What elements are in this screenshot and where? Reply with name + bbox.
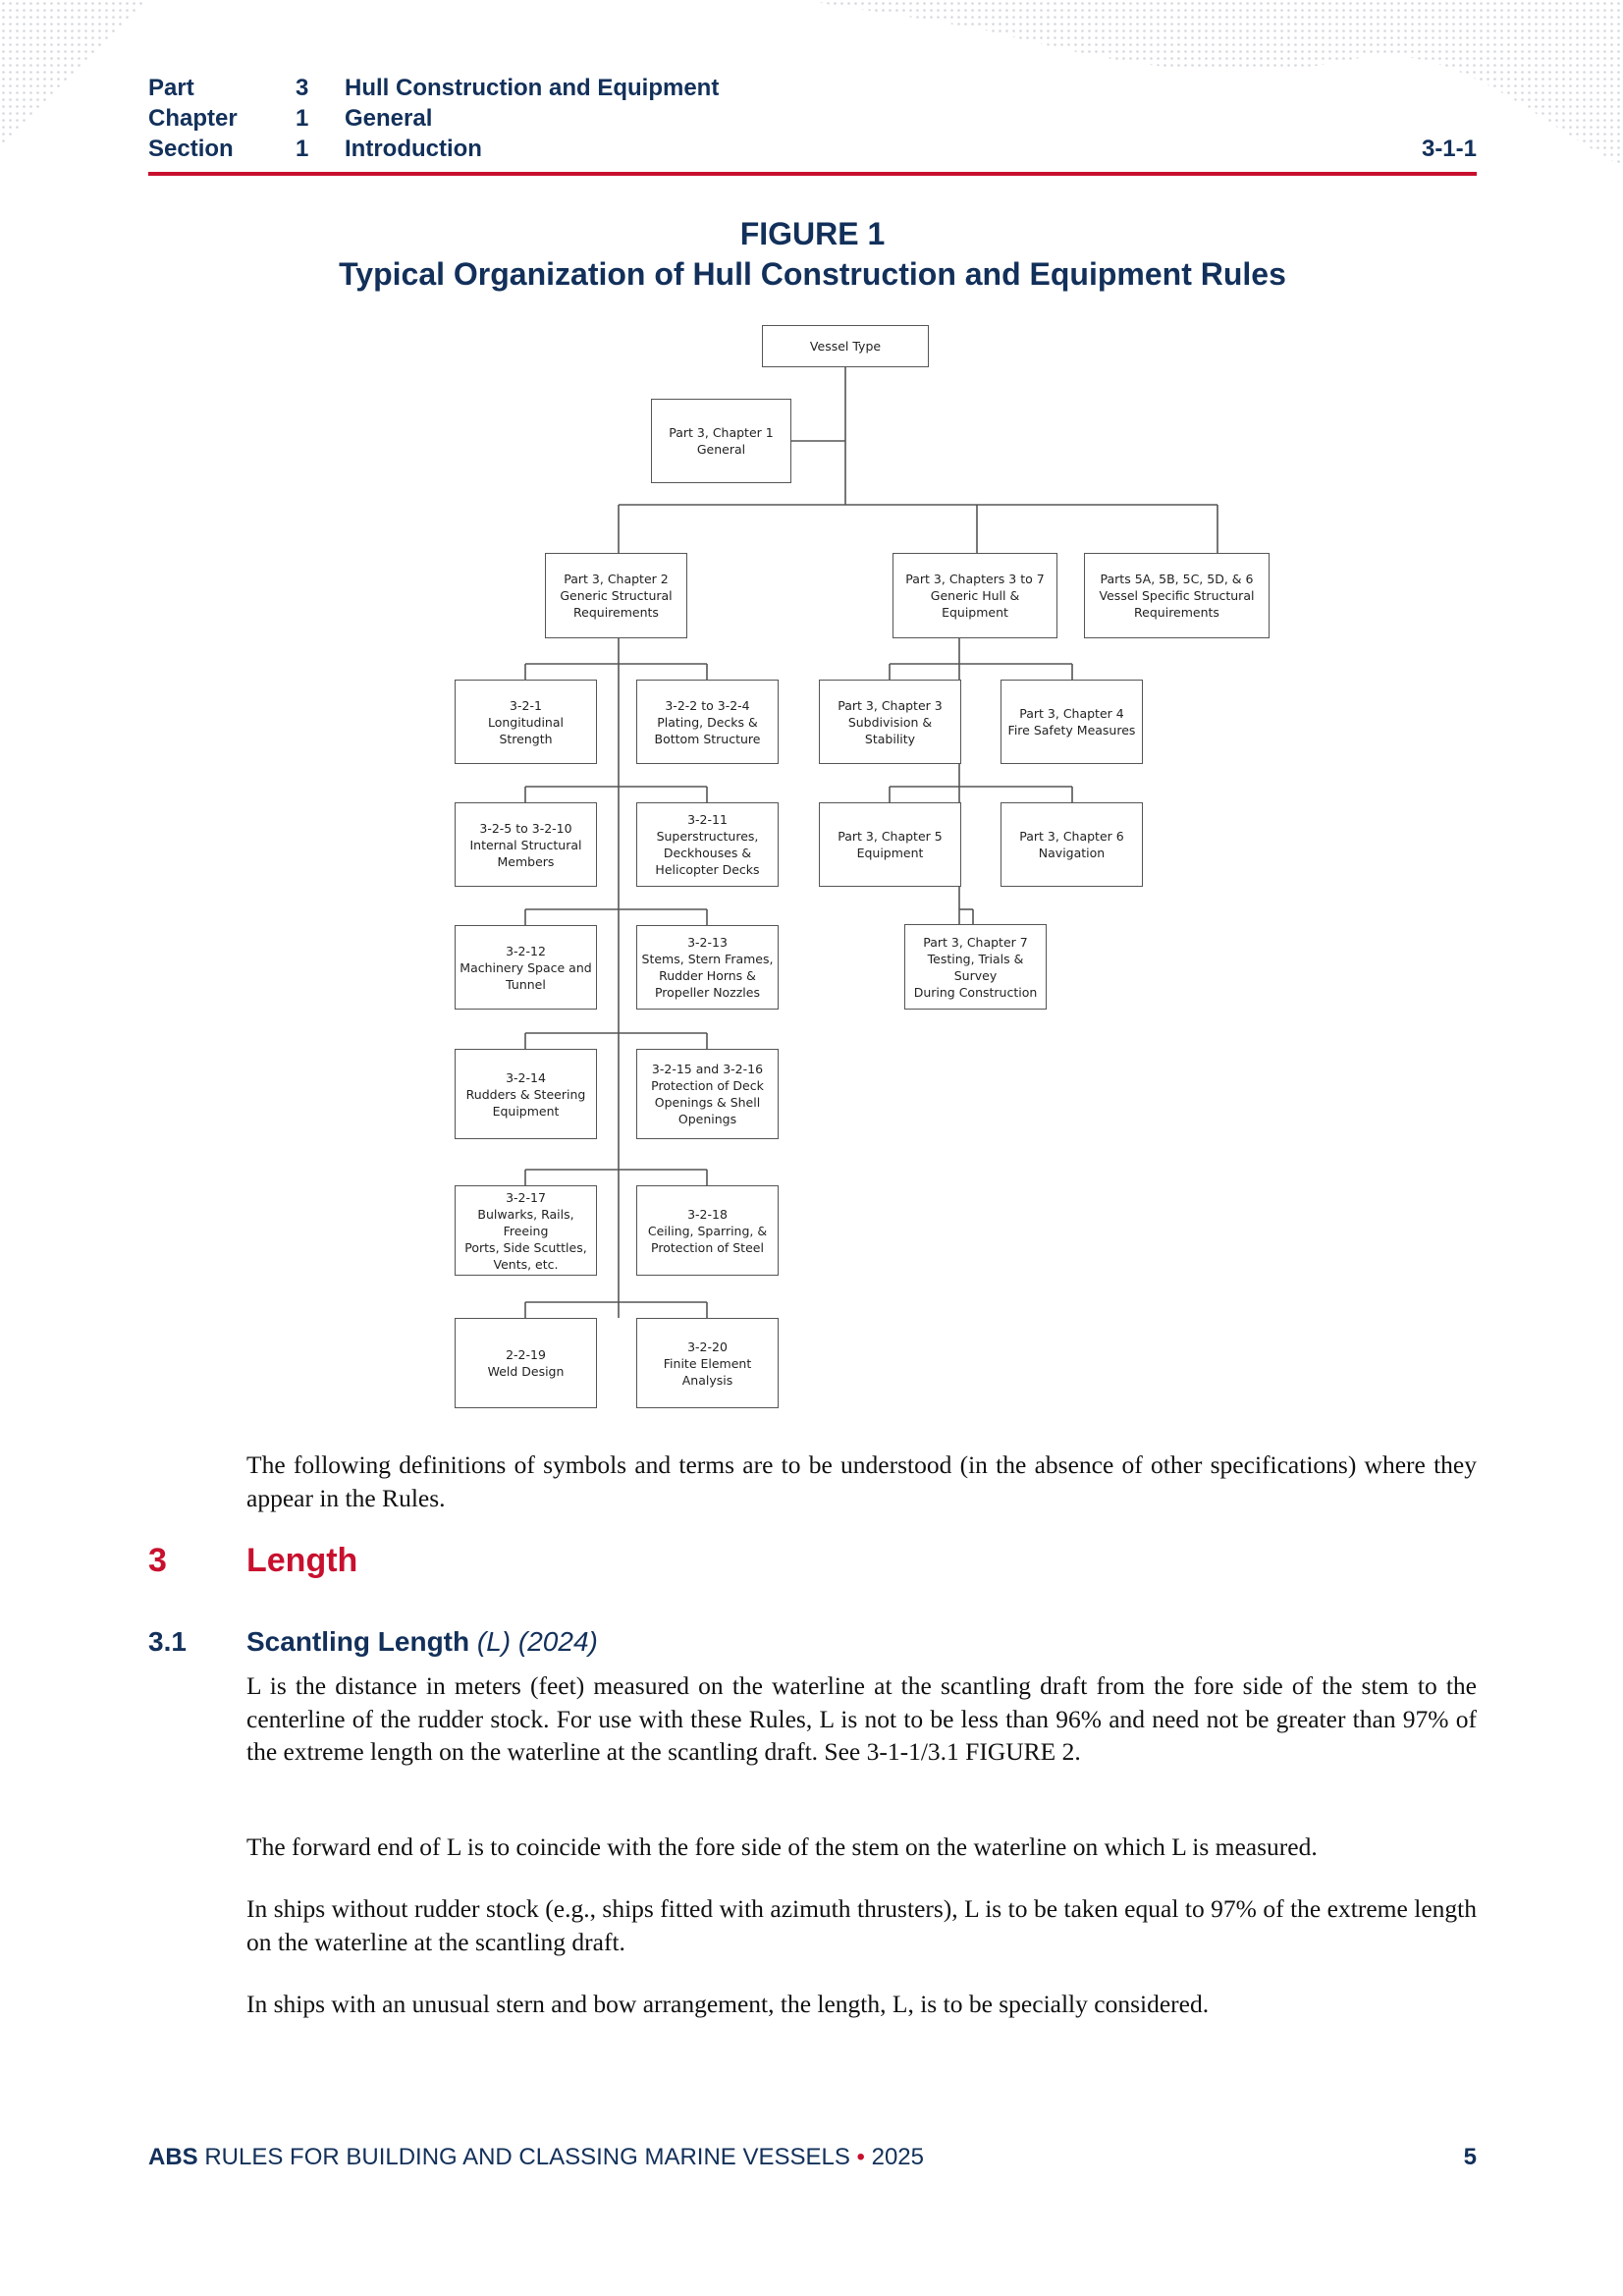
org-box-part3-chapter2: Part 3, Chapter 2 Generic Structural Requirements	[545, 553, 687, 638]
org-box-3-2-18: 3-2-18 Ceiling, Sparring, & Protection of Steel	[636, 1185, 779, 1276]
abs-logo-text: ABS	[148, 2144, 198, 2170]
org-box-3-2-5: 3-2-5 to 3-2-10 Internal Structural Members	[455, 802, 597, 887]
figure-title: Typical Organization of Hull Construction and Equipment Rules	[339, 256, 1286, 292]
figure-number: FIGURE 1	[739, 216, 886, 251]
subsection-number: 3.1	[148, 1626, 187, 1657]
org-box-3-2-11: 3-2-11 Superstructures, Deckhouses & Helicopter Decks	[636, 802, 779, 887]
subsection-year: (2024)	[517, 1626, 598, 1657]
header-key: Part	[148, 75, 194, 101]
paragraph-unusual-arrangement: In ships with an unusual stern and bow arrangement, the length, L, is to be specially considered.	[246, 1990, 1210, 2018]
header-title: Introduction	[345, 136, 482, 162]
org-box-2-2-19: 2-2-19 Weld Design	[455, 1318, 597, 1408]
header-key: Chapter	[148, 105, 238, 132]
org-box-3-2-20: 3-2-20 Finite Element Analysis	[636, 1318, 779, 1408]
section-number: 3	[148, 1542, 167, 1579]
header-title: General	[345, 105, 433, 132]
footer-title: RULES FOR BUILDING AND CLASSING MARINE VESSELS	[204, 2144, 850, 2170]
section-reference: 3-1-1	[1421, 136, 1477, 162]
intro-paragraph: The following definitions of symbols and terms are to be understood (in the absence of other specifications) where they appear in the Rules.	[246, 1450, 1477, 1512]
org-box-3-2-17: 3-2-17 Bulwarks, Rails, Freeing Ports, Side Scuttles, Vents, etc.	[455, 1185, 597, 1276]
org-box-3-2-12: 3-2-12 Machinery Space and Tunnel	[455, 925, 597, 1010]
org-box-part3-chapter1: Part 3, Chapter 1 General	[651, 399, 791, 483]
subsection-title: Scantling Length	[246, 1626, 470, 1657]
org-box-parts5-6: Parts 5A, 5B, 5C, 5D, & 6 Vessel Specific Structural Requirements	[1084, 553, 1270, 638]
page-footer	[148, 2144, 1477, 2171]
paragraph-no-rudder-stock: In ships without rudder stock (e.g., ships fitted with azimuth thrusters), L is to be taken equal to 97% of the extreme length on the waterline at the scantling draft.	[246, 1894, 1477, 1956]
org-box-chapter6: Part 3, Chapter 6 Navigation	[1001, 802, 1143, 887]
org-box-3-2-13: 3-2-13 Stems, Stern Frames, Rudder Horns & Propeller Nozzles	[636, 925, 779, 1010]
org-box-vessel-type: Vessel Type	[762, 325, 929, 367]
org-box-chapter4: Part 3, Chapter 4 Fire Safety Measures	[1001, 680, 1143, 764]
header-num: 3	[296, 75, 309, 101]
org-box-chapter5: Part 3, Chapter 5 Equipment	[819, 802, 961, 887]
header-key: Section	[148, 136, 234, 162]
org-box-3-2-14: 3-2-14 Rudders & Steering Equipment	[455, 1049, 597, 1139]
org-box-3-2-15: 3-2-15 and 3-2-16 Protection of Deck Openings & Shell Openings	[636, 1049, 779, 1139]
header-num: 1	[296, 136, 309, 162]
section-title: Length	[246, 1542, 358, 1579]
subsection-heading	[148, 1626, 598, 1658]
org-box-chapter3: Part 3, Chapter 3 Subdivision & Stability	[819, 680, 961, 764]
header-title: Hull Construction and Equipment	[345, 75, 720, 101]
org-box-part3-chapters3-7: Part 3, Chapters 3 to 7 Generic Hull & Equipment	[893, 553, 1057, 638]
header-num: 1	[296, 105, 309, 132]
section-heading	[148, 1542, 358, 1580]
footer-bullet: •	[856, 2144, 865, 2170]
footer-year: 2025	[871, 2144, 924, 2170]
org-box-3-2-1: 3-2-1 Longitudinal Strength	[455, 680, 597, 764]
subsection-symbol: (L)	[476, 1626, 512, 1657]
org-box-3-2-2: 3-2-2 to 3-2-4 Plating, Decks & Bottom Structure	[636, 680, 779, 764]
page-number: 5	[1463, 2144, 1477, 2170]
paragraph-scantling-length: L is the distance in meters (feet) measured on the waterline at the scantling draft from the fore side of the stem to the centerline of the rudder stock. For use with these Rules, L is not to be less than 96% and need not be greater than 97% of the extreme length on the waterline at the scantling draft. See 3-1-1/3.1 FIGURE 2.	[246, 1671, 1477, 1766]
paragraph-forward-end: The forward end of L is to coincide with the fore side of the stem on the waterline on which L is measured.	[246, 1832, 1318, 1861]
org-box-chapter7: Part 3, Chapter 7 Testing, Trials & Survey During Construction	[904, 924, 1047, 1010]
